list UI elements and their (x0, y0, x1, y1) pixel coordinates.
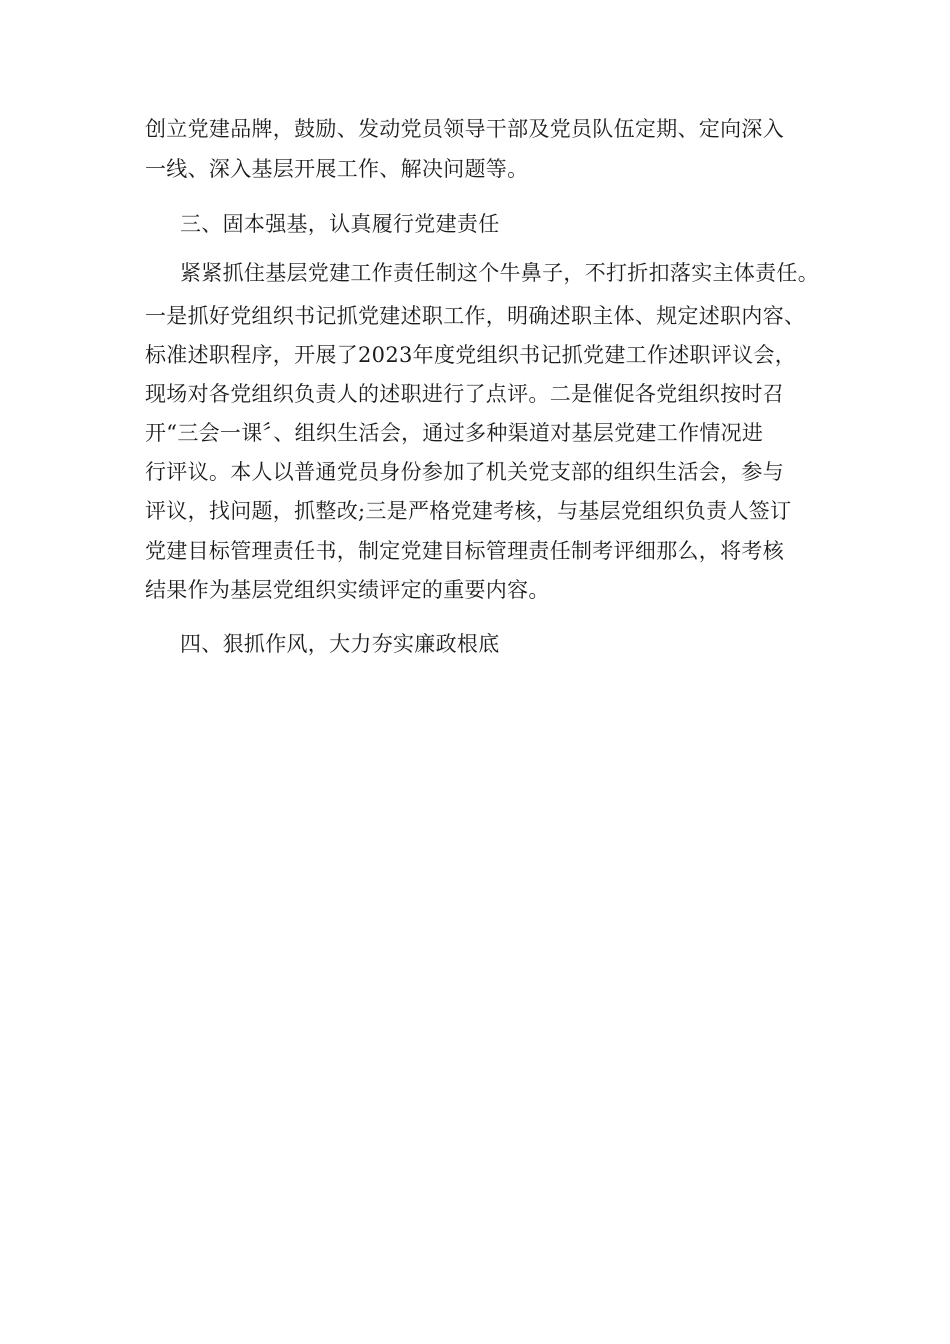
paragraph-line: 创立党建品牌，鼓励、发动党员领导干部及党员队伍定期、定向深入 (145, 117, 784, 141)
section-heading-3: 三、固本强基，认真履行党建责任 (180, 212, 500, 236)
paragraph-line: 党建目标管理责任书，制定党建目标管理责任制考评细那么，将考核 (145, 539, 784, 563)
paragraph-line: 结果作为基层党组织实绩评定的重要内容。 (145, 578, 550, 602)
paragraph-line: 紧紧抓住基层党建工作责任制这个牛鼻子，不打折扣落实主体责任。 (180, 261, 819, 285)
paragraph-line: 一是抓好党组织书记抓党建述职工作，明确述职主体、规定述职内容、 (145, 304, 806, 328)
section-heading-4: 四、狠抓作风，大力夯实廉政根底 (180, 632, 500, 656)
paragraph-line: 一线、深入基层开展工作、解决问题等。 (145, 157, 529, 181)
paragraph-line: 行评议。本人以普通党员身份参加了机关党支部的组织生活会，参与 (145, 460, 784, 484)
paragraph-line: 标准述职程序，开展了2023年度党组织书记抓党建工作述职评议会， (145, 343, 797, 367)
paragraph-line: 评议，找问题，抓整改;三是严格党建考核，与基层党组织负责人签订 (145, 499, 792, 523)
paragraph-line: 开“三会一课〞、组织生活会，通过多种渠道对基层党建工作情况进 (145, 421, 764, 445)
paragraph-line: 现场对各党组织负责人的述职进行了点评。二是催促各党组织按时召 (145, 382, 784, 406)
